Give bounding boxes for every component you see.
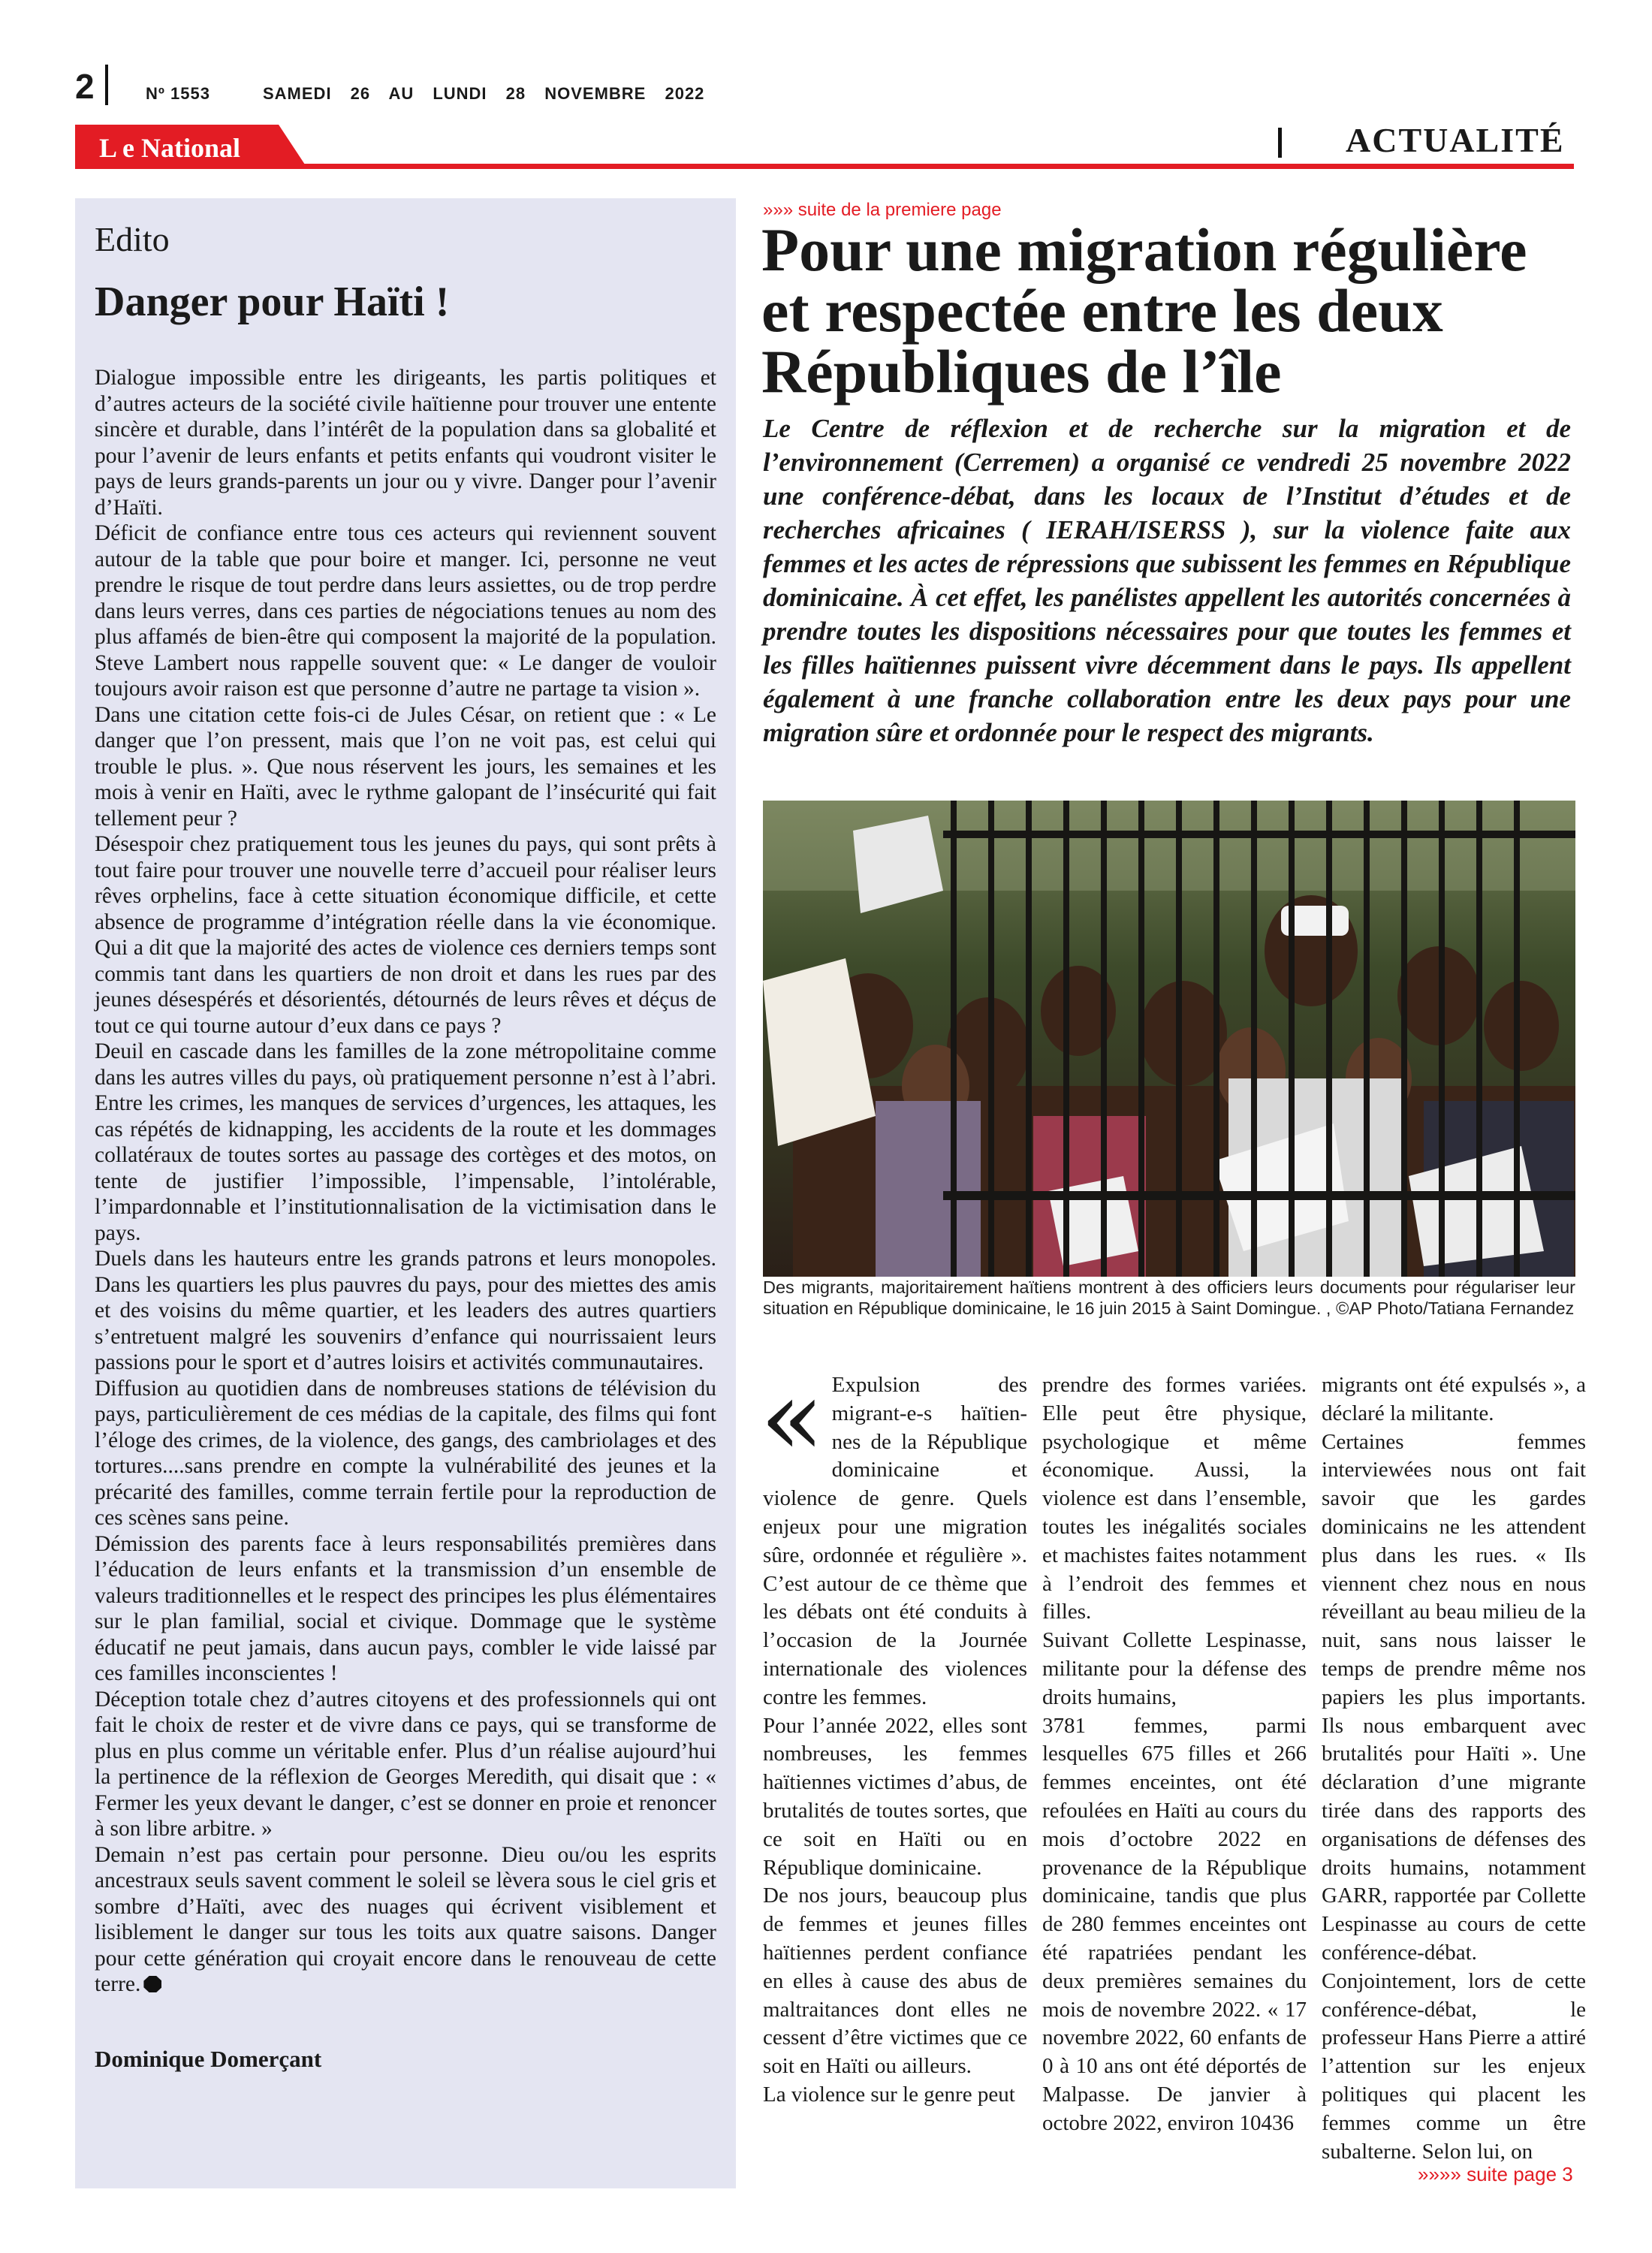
article-paragraph: Suivant Collette Lespinasse, militante pour la défense des droits humains, [1042,1628,1307,1709]
edito-paragraph: Dialogue impossible entre les dirigeants, les partis politiques et d’autres acteurs de la société civile haïtienne pour trouver une entente sincère et durable, dans l’intérêt de la population dans sa globalité et pour l’avenir de leurs enfants et petits enfants qui voudront visiter le pays de leurs grands-parents un jour ou y vivre. Danger pour l’avenir d’Haïti. [95,366,716,520]
article-paragraph [760,1357,1027,1712]
edito-label: Edito [95,220,170,258]
edito-title: Danger pour Haïti ! [95,279,450,325]
edito-paragraph: Deuil en cascade dans les familles de la zone métropolitaine comme dans les autres villes du pays, où pratiquement personne n’est à l’abri. Entre les crimes, les manques de services d’urgences, les attaques, les cas répétés de kidnapping, les accidents de la route et les dommages collatéraux de toutes sortes au passage des cortèges et des motos, on tente de justifier l’impossible, l’impensable, l’intolérable, l’impardonnable et l’institutionnalisation de la victimisation dans le pays. [95,1039,716,1245]
page-number: 2 [75,67,95,106]
continued-link[interactable]: »»»» suite page 3 [1418,2163,1573,2185]
article-column-3 [1322,1371,1586,2166]
edito-paragraph: Démission des parents face à leurs responsabilités premières dans l’éducation de leurs enfants et la transmission d’un ensemble de valeurs traditionnelles et le respect des principes les plus élémentaires sur le plan familial, social et civique. Dommage que le système éducatif ne peut jamais, dans aucun pays, combler le vide laissé par ces familles inconscientes ! [95,1531,716,1685]
page-number-divider [105,65,108,105]
edito-paragraph: Désespoir chez pratiquement tous les jeunes du pays, qui sont prêts à tout faire pour trouver une nouvelle terre d’accueil pour réaliser leurs rêves orphelins, face à cette situation économique difficile, et cette absence de programme d’intégration réelle dans la vie économique. Qui a dit que la majorité des actes de violence ces derniers temps sont commis tant dans les quartiers de non droit et dans les rues par des jeunes désespérés et désorientés, détournés de leurs rêves et déçus de tout ce qui tourne autour d’eux dans ce pays ? [95,832,716,1038]
edito-paragraph: Déficit de confiance entre tous ces acteurs qui reviennent souvent autour de la table que pour boire et manger. Ici, personne ne veut prendre le risque de tout perdre dans leurs assiettes, ou de trop perdre dans leurs verres, dans ces parties de négociations tenues au nom des plus affamés de bien-être qui composent la majorité de la population. Steve Lambert nous rappelle souvent que: « Le danger de vouloir toujours avoir raison est que personne d’autre ne partage ta vision ». [95,521,716,701]
article-paragraph: La violence sur le genre peut [763,2082,1015,2107]
drop-quote-icon: « [760,1357,824,1479]
edito-paragraph: Diffusion au quotidien dans de nombreuses stations de télévision du pays, particulièrement de ces médias de la capitale, des films qui font l’éloge des crimes, de la violence, des gangs, des cambriolages et des tortures....sans prendre en compte la vulnérabilité des jeunes et la précarité des familles, comme terrain fertile pour la reproduction de ces scènes sans peine. [95,1376,716,1530]
article-headline: Pour une migration régulière et respectée entre les deux Républiques de l’île [761,216,1527,406]
issue-number: Nº 1553 [146,84,210,103]
article-column-2 [1042,1371,1307,2138]
edito-paragraph [95,1842,716,1998]
article-paragraph: Conjointement, lors de cette conférence-débat, le professeur Hans Pierre a attiré l’attention sur les enjeux politiques qui placent les femmes comme un être subalterne. Selon lui, on [1322,1968,1586,2164]
issue-date: SAMEDI 26 AU LUNDI 28 NOVEMBRE 2022 [263,84,705,103]
article-first-text: Expulsion des migrant-e-s haïtien-nes de la République dominicaine et violence de genre. Quels enjeux pour une migration sûre, ordonnée et régulière ». C’est autour de ce thème que les débats ont été conduits à l’occasion de la Journée internationale des violences contre les femmes. [763,1373,1027,1709]
header-rule [75,164,1574,169]
photo-caption: Des migrants, majoritairement haïtiens montrent à des officiers leurs documents pour régulariser leur situation en République dominicaine, le 16 juin 2015 à Saint Domingue. , ©AP Photo/Tatiana Fernandez [763,1277,1575,1318]
article-column-1 [760,1357,1027,2110]
article-photo [763,801,1575,1277]
article-paragraph: prendre des formes variées. Elle peut être physique, psychologique et même économique. Aussi, la violence est dans l’ensemble, toutes les inégalités sociales et machistes faites notamment à l’endroit des femmes et filles. [1042,1373,1307,1624]
article-paragraph: De nos jours, beaucoup plus de femmes et jeunes filles haïtiennes perdent confiance en elles à cause des abus de maltraitances dont elles ne cessent d’être victimes que ce soit en Haïti ou ailleurs. [763,1884,1027,2079]
edito-paragraph: Duels dans les hauteurs entre les grands patrons et leurs monopoles. Dans les quartiers les plus pauvres du pays, pour des miettes des amis et des voisins du même quartier, et les leaders des autres quartiers s’entretuent malgré les souvenirs d’enfance qui nourrissaient leurs passions pour le sport et d’autres loisirs et activités communautaires. [95,1247,716,1374]
edito-author: Dominique Domerçant [95,2046,322,2072]
article-paragraph: 3781 femmes, parmi lesquelles 675 filles et 266 femmes enceintes, ont été refoulées en Haïti au cours du mois d’octobre 2022 en provenance de la République dominicaine, tandis que plus de 280 femmes enceintes ont été rapatriées pendant les deux premières semaines du mois de novembre 2022. « 17 novembre 2022, 60 enfants de 0 à 10 ans ont été déportés de Malpasse. De janvier à octobre 2022, environ 10436 [1042,1713,1307,2135]
edito-paragraph: Déception totale chez d’autres citoyens et des professionnels qui ont fait le choix de rester et de vivre dans ce pays, qui se transforme de plus en plus comme un véritable enfer. Plus d’un réalise aujourd’hui la pertinence de la réflexion de Georges Meredith, qui disait que : « Fermer les yeux devant le danger, c’est se donner en proie et renoncer à son libre arbitre. » [95,1687,716,1841]
end-mark-icon [143,1976,161,1992]
section-divider [1278,128,1282,158]
article-paragraph: Pour l’année 2022, elles sont nombreuses, les femmes haïtiennes victimes d’abus, de brutalités de toutes sortes, que ce soit en Haïti ou en République dominicaine. [763,1713,1027,1880]
edito-paragraph: Dans une citation cette fois-ci de Jules César, on retient que : « Le danger que l’on pressent, mais que l’on ne voit pas, est celui qui trouble le plus. ». Que nous réservent les jours, les semaines et les mois à venir en Haïti, avec le rythme galopant de l’insécurité qui fait tellement peur ? [95,702,716,831]
article-paragraph: Certaines femmes interviewées nous ont fait savoir que les gardes dominicains ne les attendent plus dans les rues. « Ils viennent chez nous en nous réveillant au beau milieu de la nuit, sans nous laisser le temps de prendre même nos papiers les plus importants. Ils nous embarquent avec brutalités pour Haïti ». Une déclaration d’une migrante tirée dans des rapports des organisations de défenses des droits humains, notamment GARR, rapportée par Collette Lespinasse au cours de cette conférence-débat. [1322,1429,1586,1965]
edito-last-text: Demain n’est pas certain pour personne. Dieu ou/ou les esprits ancestraux seuls savent comment le soleil se lèvera sous le ciel gris et sombre d’Haïti, avec des nuages qui écrivent visiblement et lisiblement le danger sur tous les toits aux quatre saisons. Danger pour cette génération qui croyait encore dans le renouveau de cette terre. [95,1842,716,1996]
article-paragraph: migrants ont été expulsés », a déclaré la militante. [1322,1373,1586,1425]
newspaper-brand: L e National [99,133,241,163]
article-lede: Le Centre de réflexion et de recherche sur la migration et de l’environnement (Cerremen) a organisé ce vendredi 25 novembre 2022 une conférence-débat, dans les locaux de l’Institut d’études et de recherches africaines ( IERAH/ISERSS ), sur la violence faite aux femmes et les actes de répressions que subissent les femmes en République dominicaine. À cet effet, les panélistes appellent les autorités concernées à prendre toutes les dispositions nécessaires pour que toutes les femmes et les filles haïtiennes puissent vivre décemment dans le pays. Ils appellent également à une franche collaboration entre les deux pays pour une migration sûre et ordonnée pour le respect des migrants. [763,414,1571,747]
edito-body [95,365,716,1998]
section-title: ACTUALITÉ [1346,121,1565,159]
continuation-kicker[interactable]: »»» suite de la premiere page [763,200,1002,220]
